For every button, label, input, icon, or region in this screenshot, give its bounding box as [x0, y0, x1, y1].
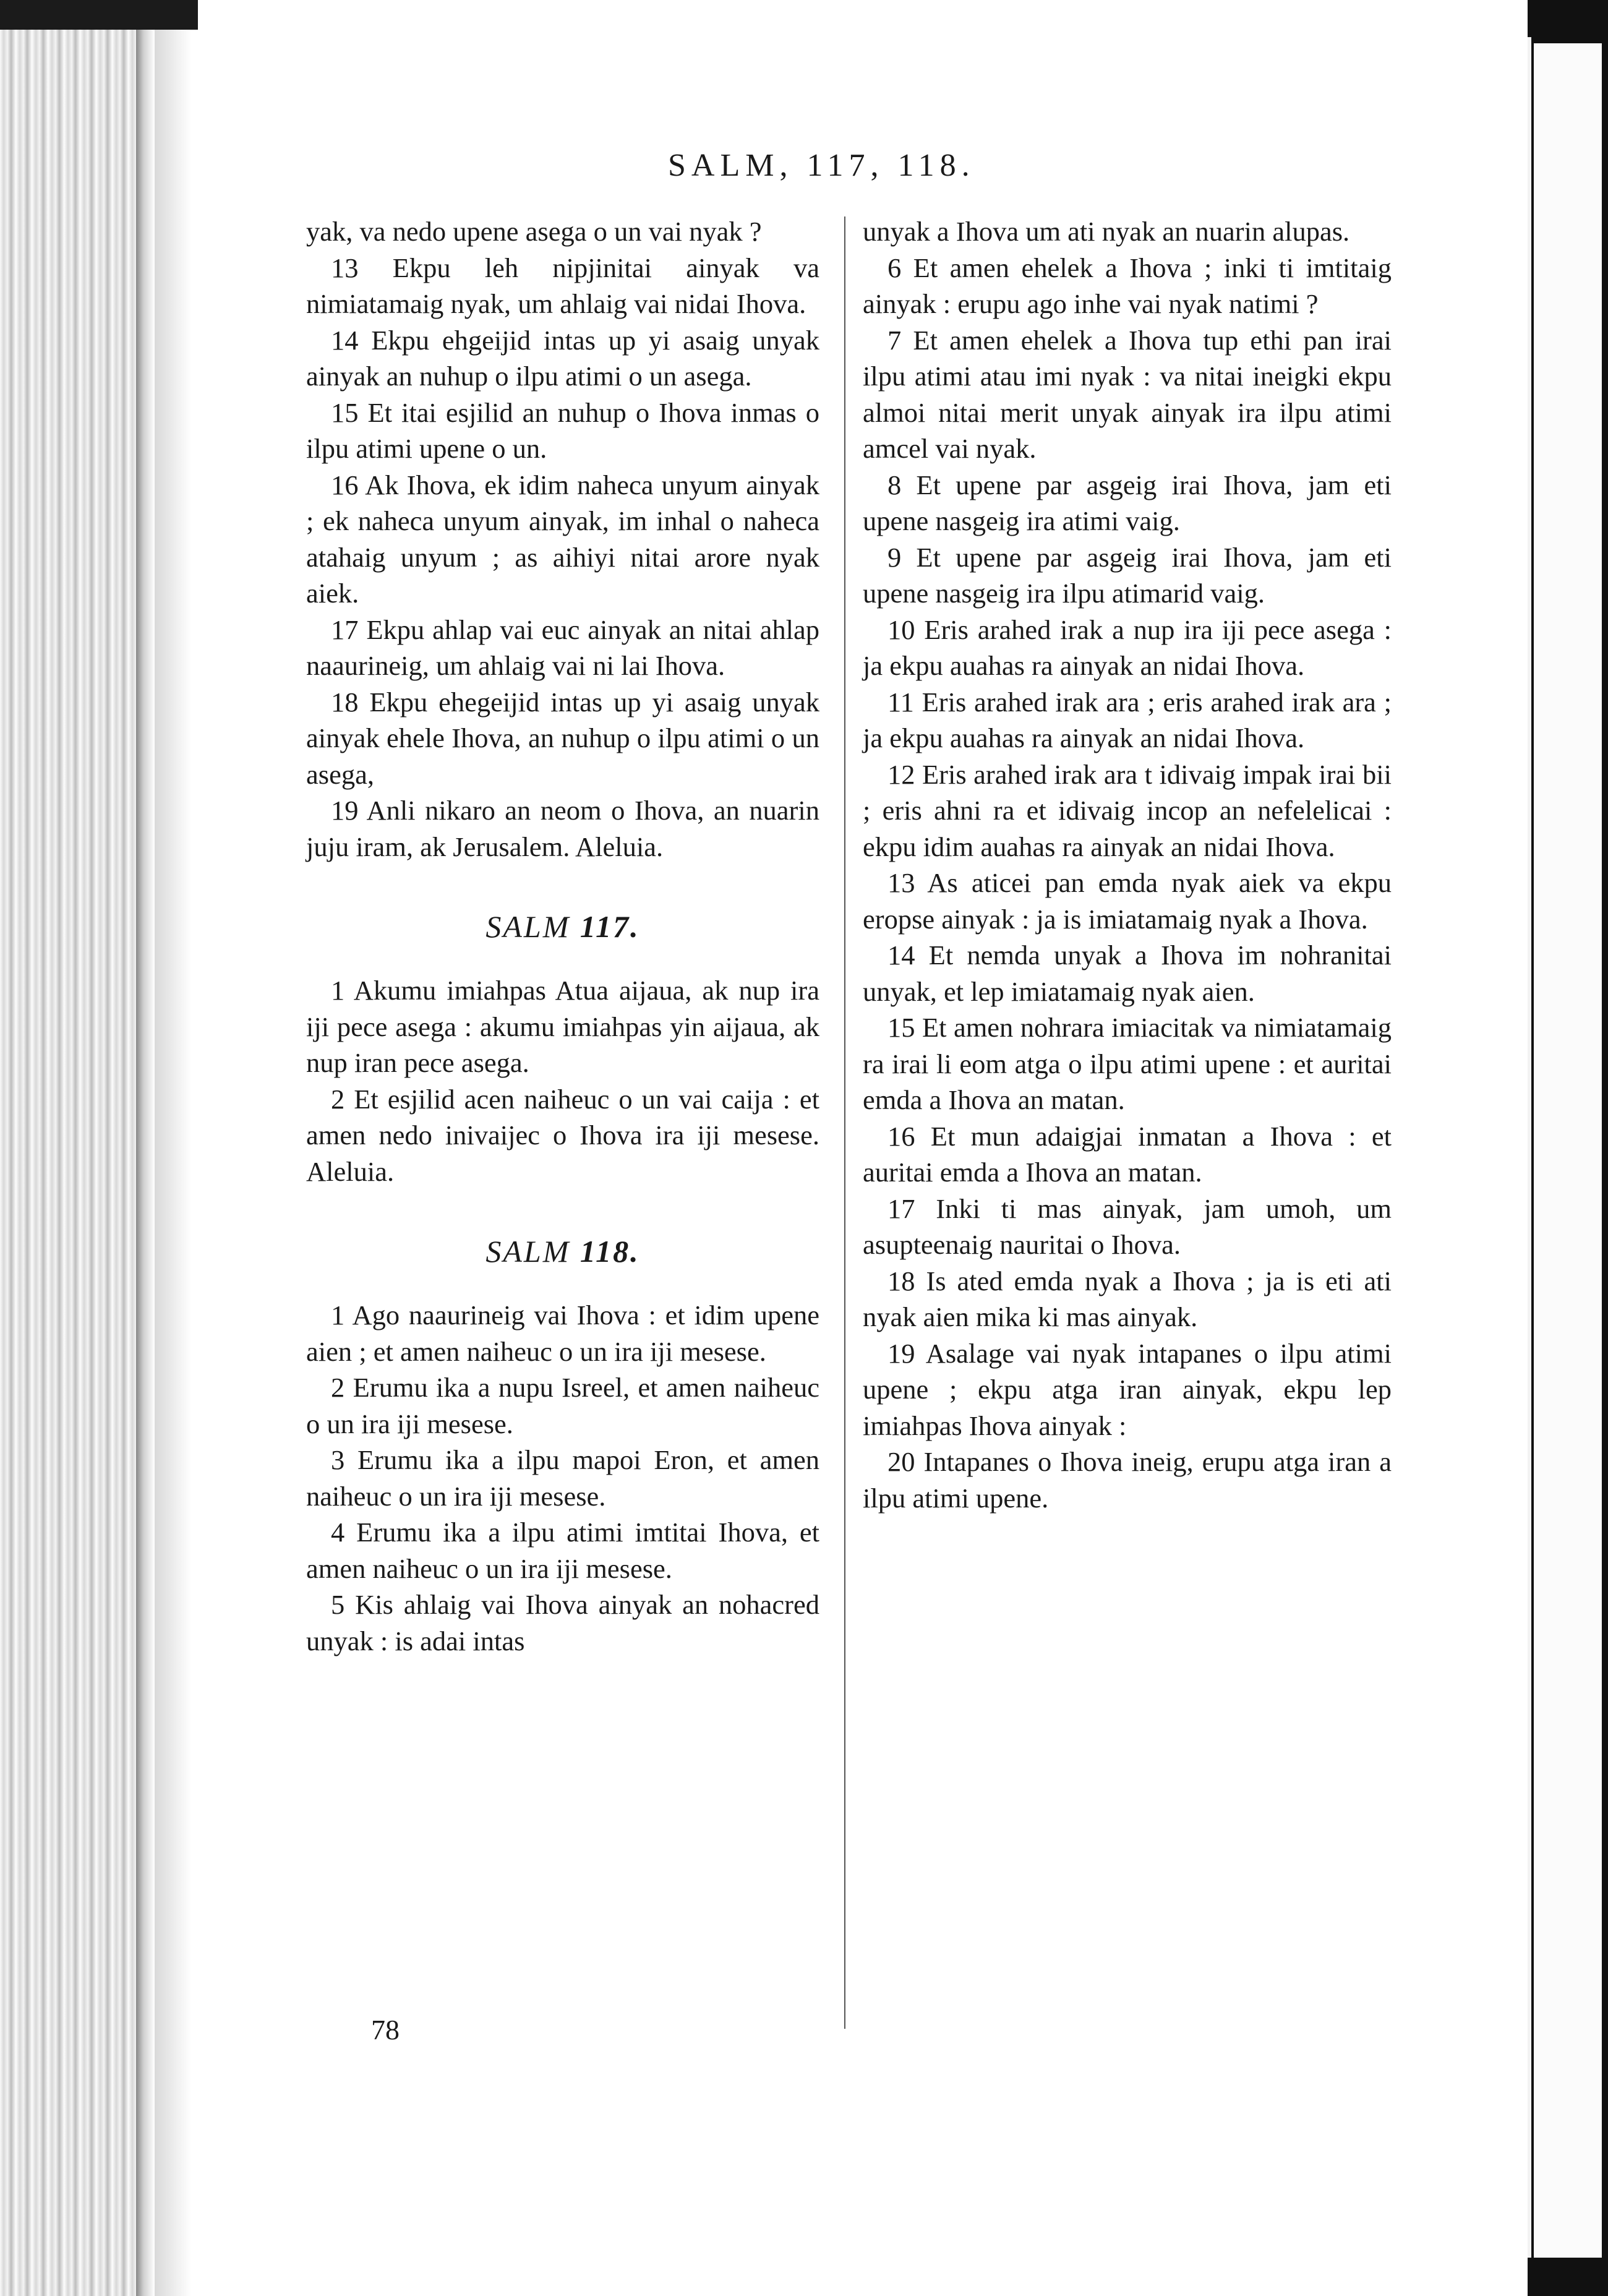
- psalm-heading: [306, 1233, 819, 1270]
- right-text-column: [863, 213, 1392, 1516]
- verse: 2 Erumu ika a nupu Isreel, et amen naiheuc o un ira iji mesese.: [306, 1372, 819, 1439]
- psalm-heading-label: SALM: [485, 909, 571, 944]
- verse: 17 Ekpu ahlap vai euc ainyak an nitai ahlap naaurineig, um ahlaig vai ni lai Ihova.: [306, 614, 819, 681]
- psalm-heading-number: 117.: [579, 909, 640, 944]
- verse: 7 Et amen ehelek a Ihova tup ethi pan irai ilpu atimi atau imi nyak : va nitai ineigki ekpu almoi nitai merit unyak ainyak ira ilpu atimi amcel vai nyak.: [863, 324, 1392, 464]
- binding-shadow: [155, 0, 192, 2296]
- verse: 19 Anli nikaro an neom o Ihova, an nuarin juju iram, ak Jerusalem. Aleluia.: [306, 795, 819, 862]
- continued-paragraph: yak, va nedo upene asega o un vai nyak ?: [306, 216, 762, 247]
- verse: 2 Et esjilid acen naiheuc o un vai caija : et amen nedo inivaijec o Ihova ira iji mesese. Aleluia.: [306, 1083, 819, 1187]
- verse: 3 Erumu ika a ilpu mapoi Eron, et amen naiheuc o un ira iji mesese.: [306, 1444, 819, 1512]
- psalm-heading-label: SALM: [485, 1234, 571, 1269]
- continued-paragraph: unyak a Ihova um ati nyak an nuarin alupas.: [863, 216, 1350, 247]
- verse: 1 Ago naaurineig vai Ihova : et idim upene aien ; et amen naiheuc o un ira iji mesese.: [306, 1300, 819, 1367]
- verse: 5 Kis ahlaig vai Ihova ainyak an nohacred unyak : is adai intas: [306, 1589, 819, 1656]
- page-number: 78: [371, 2014, 400, 2045]
- verse: 8 Et upene par asgeig irai Ihova, jam eti upene nasgeig ira atimi vaig.: [863, 469, 1392, 536]
- verse: 18 Is ated emda nyak a Ihova ; ja is eti ati nyak aien mika ki mas ainyak.: [863, 1265, 1392, 1332]
- verse: 1 Akumu imiahpas Atua aijaua, ak nup ira iji pece asega : akumu imiahpas yin aijaua, ak nup iran pece asega.: [306, 975, 819, 1078]
- verse: 12 Eris arahed irak ara t idivaig impak irai bii ; eris ahni ra et idivaig incop an nefelelicai : ekpu idim auahas ra ainyak an nidai Ihova.: [863, 758, 1392, 862]
- verse: 14 Ekpu ehgeijid intas up yi asaig unyak ainyak an nuhup o ilpu atimi o un asega.: [306, 324, 819, 392]
- verse: 4 Erumu ika a ilpu atimi imtitai Ihova, et amen naiheuc o un ira iji mesese.: [306, 1517, 819, 1584]
- verse: 20 Intapanes o Ihova ineig, erupu atga iran a ilpu atimi upene.: [863, 1446, 1392, 1514]
- running-head: SALM, 117, 118.: [668, 148, 975, 183]
- scan-right-border: [1528, 0, 1608, 2296]
- verse: 9 Et upene par asgeig irai Ihova, jam eti upene nasgeig ira ilpu atimarid vaig.: [863, 541, 1392, 609]
- verse: 13 As aticei pan emda nyak aiek va ekpu eropse ainyak : ja is imiatamaig nyak a Ihova.: [863, 867, 1392, 935]
- scan-top-border: [0, 0, 198, 30]
- verse: 17 Inki ti mas ainyak, jam umoh, um asupteenaig nauritai o Ihova.: [863, 1193, 1392, 1260]
- psalm-heading: [306, 908, 819, 945]
- psalm-heading-number: 118.: [579, 1234, 640, 1269]
- column-divider: [844, 216, 845, 2029]
- verse: 11 Eris arahed irak ara ; eris arahed irak ara ; ja ekpu auahas ra ainyak an nidai Ihova.: [863, 686, 1392, 753]
- verse: 19 Asalage vai nyak intapanes o ilpu atimi upene ; ekpu atga iran ainyak, ekpu lep imiahpas Ihova ainyak :: [863, 1337, 1392, 1441]
- book-page-edges: [0, 0, 155, 2296]
- verse: 18 Ekpu ehegeijid intas up yi asaig unyak ainyak ehele Ihova, an nuhup o ilpu atimi o un asega,: [306, 686, 819, 790]
- verse: 15 Et amen nohrara imiacitak va nimiatamaig ra irai li eom atga o ilpu atimi upene : et auritai emda a Ihova an matan.: [863, 1012, 1392, 1115]
- verse: 6 Et amen ehelek a Ihova ; inki ti imtitaig ainyak : erupu ago inhe vai nyak natimi ?: [863, 252, 1392, 319]
- verse: 14 Et nemda unyak a Ihova im nohranitai unyak, et lep imiatamaig nyak aien.: [863, 940, 1392, 1007]
- verse: 16 Et mun adaigjai inmatan a Ihova : et auritai emda a Ihova an matan.: [863, 1120, 1392, 1188]
- verse: 13 Ekpu leh nipjinitai ainyak va nimiatamaig nyak, um ahlaig vai nidai Ihova.: [306, 252, 819, 319]
- left-text-column: [306, 213, 819, 1659]
- verse: 10 Eris arahed irak a nup ira iji pece asega : ja ekpu auahas ra ainyak an nidai Ihova.: [863, 614, 1392, 681]
- verse: 15 Et itai esjilid an nuhup o Ihova inmas o ilpu atimi upene o un.: [306, 396, 819, 464]
- verse: 16 Ak Ihova, ek idim naheca unyum ainyak ; ek naheca unyum ainyak, im inhal o naheca atahaig unyum ; as aihiyi nitai arore nyak aiek.: [306, 469, 819, 609]
